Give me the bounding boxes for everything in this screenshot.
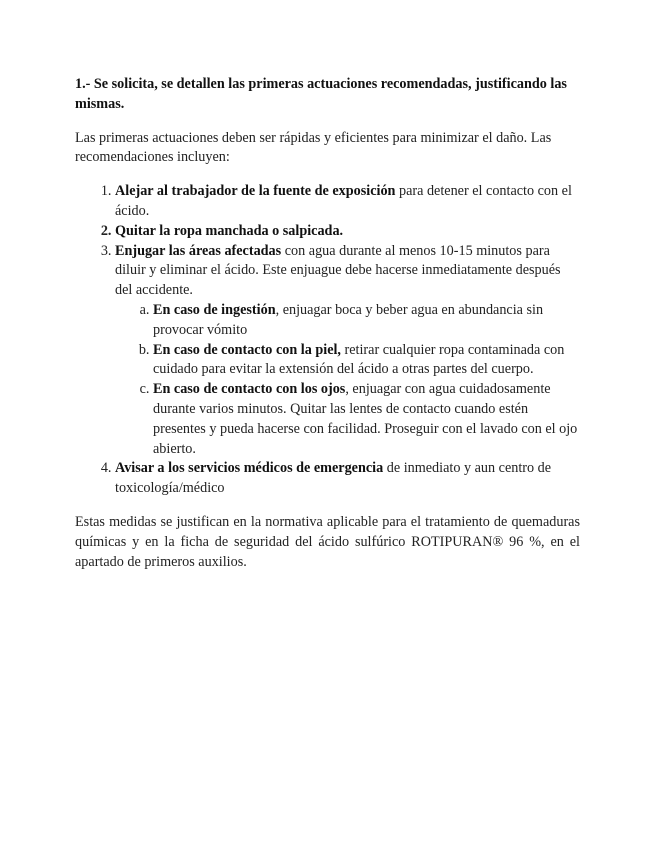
subitem-bold-text: En caso de ingestión [153,301,276,318]
sub-list-item [153,301,580,341]
list-item [115,182,580,222]
sub-list [115,301,580,459]
item-bold-text: Alejar al trabajador de la fuente de exposición [115,183,396,200]
list-item [115,459,580,499]
list-item [115,242,580,460]
item-text: de inmediato y aun centro de toxicología/médico [115,460,552,497]
item-text: con agua durante al menos 10-15 minutos para diluir y eliminar el ácido. Este enjuague debe hacerse inmediatamente después del accidente. [115,242,561,299]
subitem-bold-text: En caso de contacto con los ojos [153,381,346,398]
subitem-text: , enjuagar boca y beber agua en abundancia sin provocar vómito [153,301,544,338]
subitem-bold-text: En caso de contacto con la piel, [153,341,341,358]
sub-list-item [153,341,580,381]
document-page [75,75,580,572]
question-heading: 1.- Se solicita, se detallen las primeras actuaciones recomendadas, justificando las mismas. [75,76,567,112]
actions-list [75,182,580,499]
list-item [115,222,580,242]
item-bold-text: Enjugar las áreas afectadas [115,242,282,259]
conclusion-paragraph: Estas medidas se justifican en la normativa aplicable para el tratamiento de quemaduras químicas y en la ficha de seguridad del ácido sulfúrico ROTIPURAN® 96 %, en el apartado de primeros auxilios. [75,513,580,570]
item-bold-text: Quitar la ropa manchada o salpicada. [115,222,344,239]
item-text: para detener el contacto con el ácido. [115,183,572,219]
item-bold-text: Avisar a los servicios médicos de emergencia [115,460,384,477]
subitem-text: , enjuagar con agua cuidadosamente durante varios minutos. Quitar las lentes de contacto cuando estén presentes y pueda hacerse con facilidad. Proseguir con el lavado con el ojo abierto. [153,381,578,457]
intro-paragraph: Las primeras actuaciones deben ser rápidas y eficientes para minimizar el daño. Las recomendaciones incluyen: [75,129,552,166]
subitem-text: retirar cualquier ropa contaminada con cuidado para evitar la extensión del ácido a otras partes del cuerpo. [153,341,565,378]
sub-list-item [153,380,580,459]
